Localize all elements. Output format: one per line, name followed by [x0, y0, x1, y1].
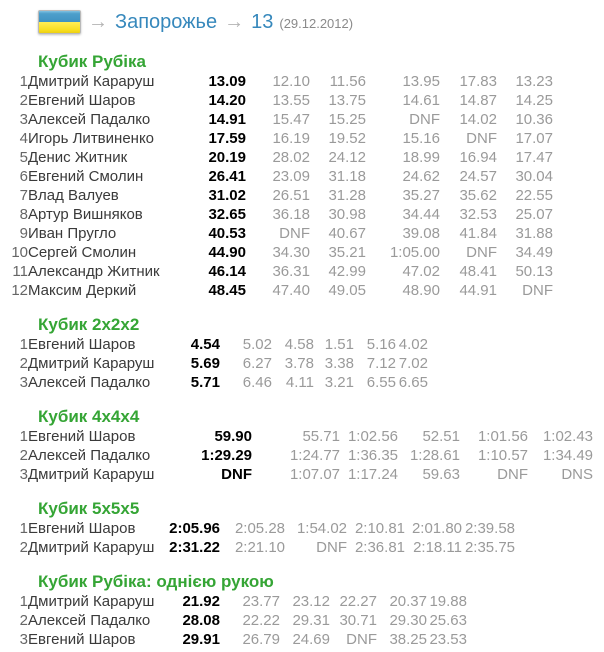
attempt-cell: 2:01.80 — [411, 520, 462, 537]
attempt-cell: 16.19 — [272, 130, 310, 147]
attempt-cell: 17.83 — [459, 73, 497, 90]
best-result-cell: 46.14 — [208, 263, 246, 280]
attempt-cell: 59.63 — [422, 466, 460, 483]
results-table — [0, 72, 553, 300]
results-table — [0, 519, 515, 557]
attempt-cell: 13.55 — [272, 92, 310, 109]
table-row — [0, 72, 553, 91]
section-title: Кубик Рубіка: однією рукою — [38, 572, 274, 591]
results-table — [0, 335, 428, 392]
attempt-cell: 34.44 — [402, 206, 440, 223]
results-sections — [0, 52, 604, 649]
section-title: Кубик 5x5x5 — [38, 499, 140, 518]
attempt-cell: 26.79 — [242, 631, 280, 648]
rank-cell: 2 — [19, 92, 28, 109]
attempt-cell: 40.67 — [328, 225, 366, 242]
attempt-cell: 31.28 — [328, 187, 366, 204]
rank-cell: 1 — [19, 428, 28, 445]
competitor-name: Сергей Смолин — [28, 244, 137, 261]
section-title: Кубик Рубіка — [38, 52, 146, 71]
attempt-cell: 3.21 — [324, 374, 354, 391]
attempt-cell: 22.27 — [339, 593, 377, 610]
attempt-cell: 44.91 — [459, 282, 497, 299]
table-row — [0, 224, 553, 243]
competitor-name: Дмитрий Караруш — [28, 355, 155, 372]
event-section — [0, 52, 604, 300]
attempt-cell: 7.12 — [366, 355, 396, 372]
competitor-name: Евгений Шаров — [28, 92, 136, 109]
attempt-cell: 55.71 — [302, 428, 340, 445]
attempt-cell: 6.46 — [242, 374, 272, 391]
attempt-cell: 24.57 — [459, 168, 497, 185]
attempt-cell: 24.69 — [292, 631, 330, 648]
rank-cell: 3 — [19, 631, 28, 648]
attempt-cell: 31.88 — [515, 225, 553, 242]
attempt-cell: 1:02.43 — [542, 428, 593, 445]
attempt-cell: 48.90 — [402, 282, 440, 299]
results-table — [0, 427, 593, 484]
rank-cell: 10 — [11, 244, 28, 261]
attempt-cell: 30.71 — [339, 612, 377, 629]
attempt-cell: 2:21.10 — [234, 539, 285, 556]
competitor-name: Алексей Падалко — [28, 612, 151, 629]
attempt-cell: DNF — [466, 130, 497, 147]
rank-cell: 1 — [19, 520, 28, 537]
rank-cell: 7 — [19, 187, 28, 204]
rank-cell: 6 — [19, 168, 28, 185]
attempt-cell: DNF — [497, 466, 528, 483]
competitor-name: Алексей Падалко — [28, 447, 151, 464]
attempt-cell: 6.65 — [398, 374, 428, 391]
attempt-cell: DNF — [279, 225, 310, 242]
attempt-cell: 17.47 — [515, 149, 553, 166]
city-link[interactable]: Запорожье — [115, 10, 218, 33]
attempt-cell: 2:35.75 — [464, 539, 515, 556]
competitor-name: Дмитрий Караруш — [28, 593, 155, 610]
attempt-cell: 6.55 — [366, 374, 396, 391]
attempt-cell: 1:36.35 — [347, 447, 398, 464]
competitor-name: Артур Вишняков — [28, 206, 143, 223]
best-result-cell: 5.71 — [190, 374, 220, 391]
attempt-cell: 15.47 — [272, 111, 310, 128]
rank-cell: 1 — [19, 336, 28, 353]
competitor-name: Алексей Падалко — [28, 111, 151, 128]
attempt-cell: 20.37 — [389, 593, 427, 610]
attempt-cell: 4.02 — [398, 336, 428, 353]
rank-cell: 3 — [19, 374, 28, 391]
attempt-cell: 10.36 — [515, 111, 553, 128]
event-section — [0, 407, 604, 484]
attempt-cell: 1:24.77 — [289, 447, 340, 464]
arrow-icon: → — [88, 10, 108, 33]
attempt-cell: 47.40 — [272, 282, 310, 299]
table-row — [0, 148, 553, 167]
table-row — [0, 167, 553, 186]
attempt-cell: 42.99 — [328, 263, 366, 280]
table-row — [0, 465, 593, 484]
attempt-cell: 17.07 — [515, 130, 553, 147]
attempt-cell: 1:34.49 — [542, 447, 593, 464]
competition-date: (29.12.2012) — [279, 16, 354, 31]
attempt-cell: 2:18.11 — [413, 539, 462, 556]
best-result-cell: 32.65 — [208, 206, 246, 223]
attempt-cell: 38.25 — [389, 631, 427, 648]
attempt-cell: 5.02 — [242, 336, 272, 353]
rank-cell: 2 — [19, 539, 28, 556]
attempt-cell: 24.12 — [328, 149, 366, 166]
table-row — [0, 373, 428, 392]
attempt-cell: 36.31 — [272, 263, 310, 280]
attempt-cell: 3.78 — [284, 355, 314, 372]
competitor-name: Александр Житник — [28, 263, 160, 280]
table-row — [0, 592, 467, 611]
competitor-name: Евгений Смолин — [28, 168, 144, 185]
attempt-cell: 19.52 — [328, 130, 366, 147]
attempt-cell: 23.53 — [429, 631, 467, 648]
competitor-name: Евгений Шаров — [28, 428, 136, 445]
table-row — [0, 446, 593, 465]
competitor-name: Дмитрий Караруш — [28, 73, 155, 90]
rank-cell: 1 — [19, 73, 28, 90]
attempt-cell: 1.51 — [324, 336, 354, 353]
table-row — [0, 205, 553, 224]
best-result-cell: 2:05.96 — [169, 520, 220, 537]
attempt-cell: 15.25 — [328, 111, 366, 128]
attempt-cell: 6.27 — [242, 355, 272, 372]
table-row — [0, 129, 553, 148]
attempt-cell: 11.56 — [329, 73, 366, 90]
rank-cell: 2 — [19, 447, 28, 464]
attempt-cell: 30.04 — [515, 168, 553, 185]
table-row — [0, 630, 467, 649]
event-section — [0, 572, 604, 649]
best-result-cell: 13.09 — [208, 73, 246, 90]
results-table — [0, 592, 467, 649]
best-result-cell: 21.92 — [182, 593, 220, 610]
best-result-cell: 28.08 — [182, 612, 220, 629]
attempt-cell: 5.16 — [366, 336, 396, 353]
table-row — [0, 519, 515, 538]
attempt-cell: 14.61 — [402, 92, 440, 109]
competitor-name: Влад Валуев — [28, 187, 119, 204]
attempt-cell: 47.02 — [402, 263, 440, 280]
competitor-name: Иван Пругло — [28, 225, 117, 242]
attempt-cell: 16.94 — [459, 149, 497, 166]
rank-cell: 4 — [19, 130, 28, 147]
attempt-cell: 31.18 — [328, 168, 366, 185]
attempt-cell: DNF — [316, 539, 347, 556]
section-title: Кубик 4x4x4 — [38, 407, 140, 426]
attempt-cell: 1:17.24 — [347, 466, 398, 483]
attempt-cell: 39.08 — [402, 225, 440, 242]
attempt-cell: 18.99 — [402, 149, 440, 166]
table-row — [0, 186, 553, 205]
attempt-cell: 7.02 — [398, 355, 428, 372]
best-result-cell: 2:31.22 — [169, 539, 220, 556]
attempt-cell: DNS — [561, 466, 593, 483]
rank-cell: 11 — [12, 263, 28, 280]
competitor-name: Алексей Падалко — [28, 374, 151, 391]
attempt-cell: 1:07.07 — [289, 466, 340, 483]
attempt-cell: 4.58 — [284, 336, 314, 353]
attempt-cell: 28.02 — [272, 149, 310, 166]
best-result-cell: 14.91 — [208, 111, 246, 128]
rank-cell: 8 — [19, 206, 28, 223]
competitor-name: Евгений Шаров — [28, 336, 136, 353]
rank-cell: 3 — [19, 466, 28, 483]
attempt-cell: 34.30 — [272, 244, 310, 261]
competitor-name: Евгений Шаров — [28, 631, 136, 648]
table-row — [0, 538, 515, 557]
attempt-cell: 34.49 — [515, 244, 553, 261]
best-result-cell: 26.41 — [208, 168, 246, 185]
best-result-cell: 40.53 — [208, 225, 246, 242]
rank-cell: 2 — [19, 612, 28, 629]
table-row — [0, 262, 553, 281]
attempt-cell: 2:39.58 — [464, 520, 515, 537]
best-result-cell: 31.02 — [208, 187, 246, 204]
attempt-cell: 24.62 — [402, 168, 440, 185]
table-row — [0, 110, 553, 129]
attempt-cell: 22.55 — [515, 187, 553, 204]
ukraine-flag-icon — [38, 10, 81, 34]
rank-cell: 2 — [19, 355, 28, 372]
competitor-name: Максим Деркий — [28, 282, 137, 299]
arrow-icon: → — [224, 10, 245, 33]
table-row — [0, 427, 593, 446]
attempt-cell: 25.63 — [429, 612, 467, 629]
table-row — [0, 243, 553, 262]
attempt-cell: 52.51 — [422, 428, 460, 445]
best-result-cell: 48.45 — [208, 282, 246, 299]
attempt-cell: 1:02.56 — [347, 428, 398, 445]
attempt-cell: 22.22 — [242, 612, 280, 629]
attempt-cell: 13.75 — [328, 92, 366, 109]
competitor-name: Дмитрий Караруш — [28, 466, 155, 483]
attempt-cell: 29.30 — [389, 612, 427, 629]
attempt-cell: 4.11 — [285, 374, 314, 391]
attempt-cell: 35.27 — [402, 187, 440, 204]
rank-cell: 9 — [19, 225, 28, 242]
attempt-cell: DNF — [522, 282, 553, 299]
event-section — [0, 499, 604, 557]
attempt-cell: 50.13 — [515, 263, 553, 280]
attempt-cell: 19.88 — [429, 593, 467, 610]
attempt-cell: DNF — [466, 244, 497, 261]
attempt-cell: 30.98 — [328, 206, 366, 223]
attempt-cell: 1:54.02 — [296, 520, 347, 537]
section-title: Кубик 2x2x2 — [38, 315, 140, 334]
attempt-cell: 29.31 — [292, 612, 330, 629]
attempt-cell: 23.12 — [292, 593, 330, 610]
attempt-cell: 14.87 — [459, 92, 497, 109]
attempt-cell: 2:36.81 — [354, 539, 405, 556]
attempt-cell: 35.21 — [328, 244, 366, 261]
attempt-cell: 23.77 — [242, 593, 280, 610]
attempt-cell: 1:05.00 — [389, 244, 440, 261]
attempt-cell: DNF — [409, 111, 440, 128]
attempt-cell: 48.41 — [459, 263, 497, 280]
attempt-cell: 1:28.61 — [409, 447, 460, 464]
attempt-cell: 49.05 — [328, 282, 366, 299]
best-result-cell: 5.69 — [190, 355, 220, 372]
competitor-name: Игорь Литвиненко — [28, 130, 155, 147]
breadcrumb — [38, 9, 604, 35]
best-result-cell: 17.59 — [208, 130, 246, 147]
attempt-cell: 2:10.81 — [354, 520, 405, 537]
best-result-cell: 44.90 — [208, 244, 246, 261]
attempt-cell: 1:01.56 — [477, 428, 528, 445]
best-result-cell: 14.20 — [208, 92, 246, 109]
attempt-cell: 23.09 — [272, 168, 310, 185]
best-result-cell: 1:29.29 — [201, 447, 252, 464]
best-result-cell: 29.91 — [182, 631, 220, 648]
attempt-cell: 15.16 — [402, 130, 440, 147]
rank-cell: 12 — [11, 282, 28, 299]
attempt-cell: 12.10 — [272, 73, 310, 90]
event-section — [0, 315, 604, 392]
competitor-name: Денис Житник — [28, 149, 128, 166]
table-row — [0, 91, 553, 110]
competitor-name: Дмитрий Караруш — [28, 539, 155, 556]
attempt-cell: 1:10.57 — [477, 447, 528, 464]
attempt-cell: 26.51 — [272, 187, 310, 204]
attempt-cell: 13.23 — [515, 73, 553, 90]
table-row — [0, 354, 428, 373]
attempt-cell: 14.02 — [459, 111, 497, 128]
rank-cell: 1 — [19, 593, 28, 610]
attempt-cell: 32.53 — [459, 206, 497, 223]
table-row — [0, 335, 428, 354]
table-row — [0, 611, 467, 630]
attempt-cell: 36.18 — [272, 206, 310, 223]
best-result-cell: 20.19 — [208, 149, 246, 166]
attempt-cell: 13.95 — [402, 73, 440, 90]
attempt-cell: DNF — [346, 631, 377, 648]
competitor-name: Евгений Шаров — [28, 520, 136, 537]
attempt-cell: 14.25 — [515, 92, 553, 109]
attempt-cell: 35.62 — [459, 187, 497, 204]
table-row — [0, 281, 553, 300]
rank-cell: 5 — [19, 149, 28, 166]
best-result-cell: 4.54 — [190, 336, 220, 353]
attempt-cell: 41.84 — [459, 225, 497, 242]
rank-cell: 3 — [19, 111, 28, 128]
best-result-cell: DNF — [221, 466, 252, 483]
attempt-cell: 3.38 — [324, 355, 354, 372]
round-number-link[interactable]: 13 — [251, 10, 274, 33]
attempt-cell: 25.07 — [515, 206, 553, 223]
best-result-cell: 59.90 — [214, 428, 252, 445]
attempt-cell: 2:05.28 — [234, 520, 285, 537]
